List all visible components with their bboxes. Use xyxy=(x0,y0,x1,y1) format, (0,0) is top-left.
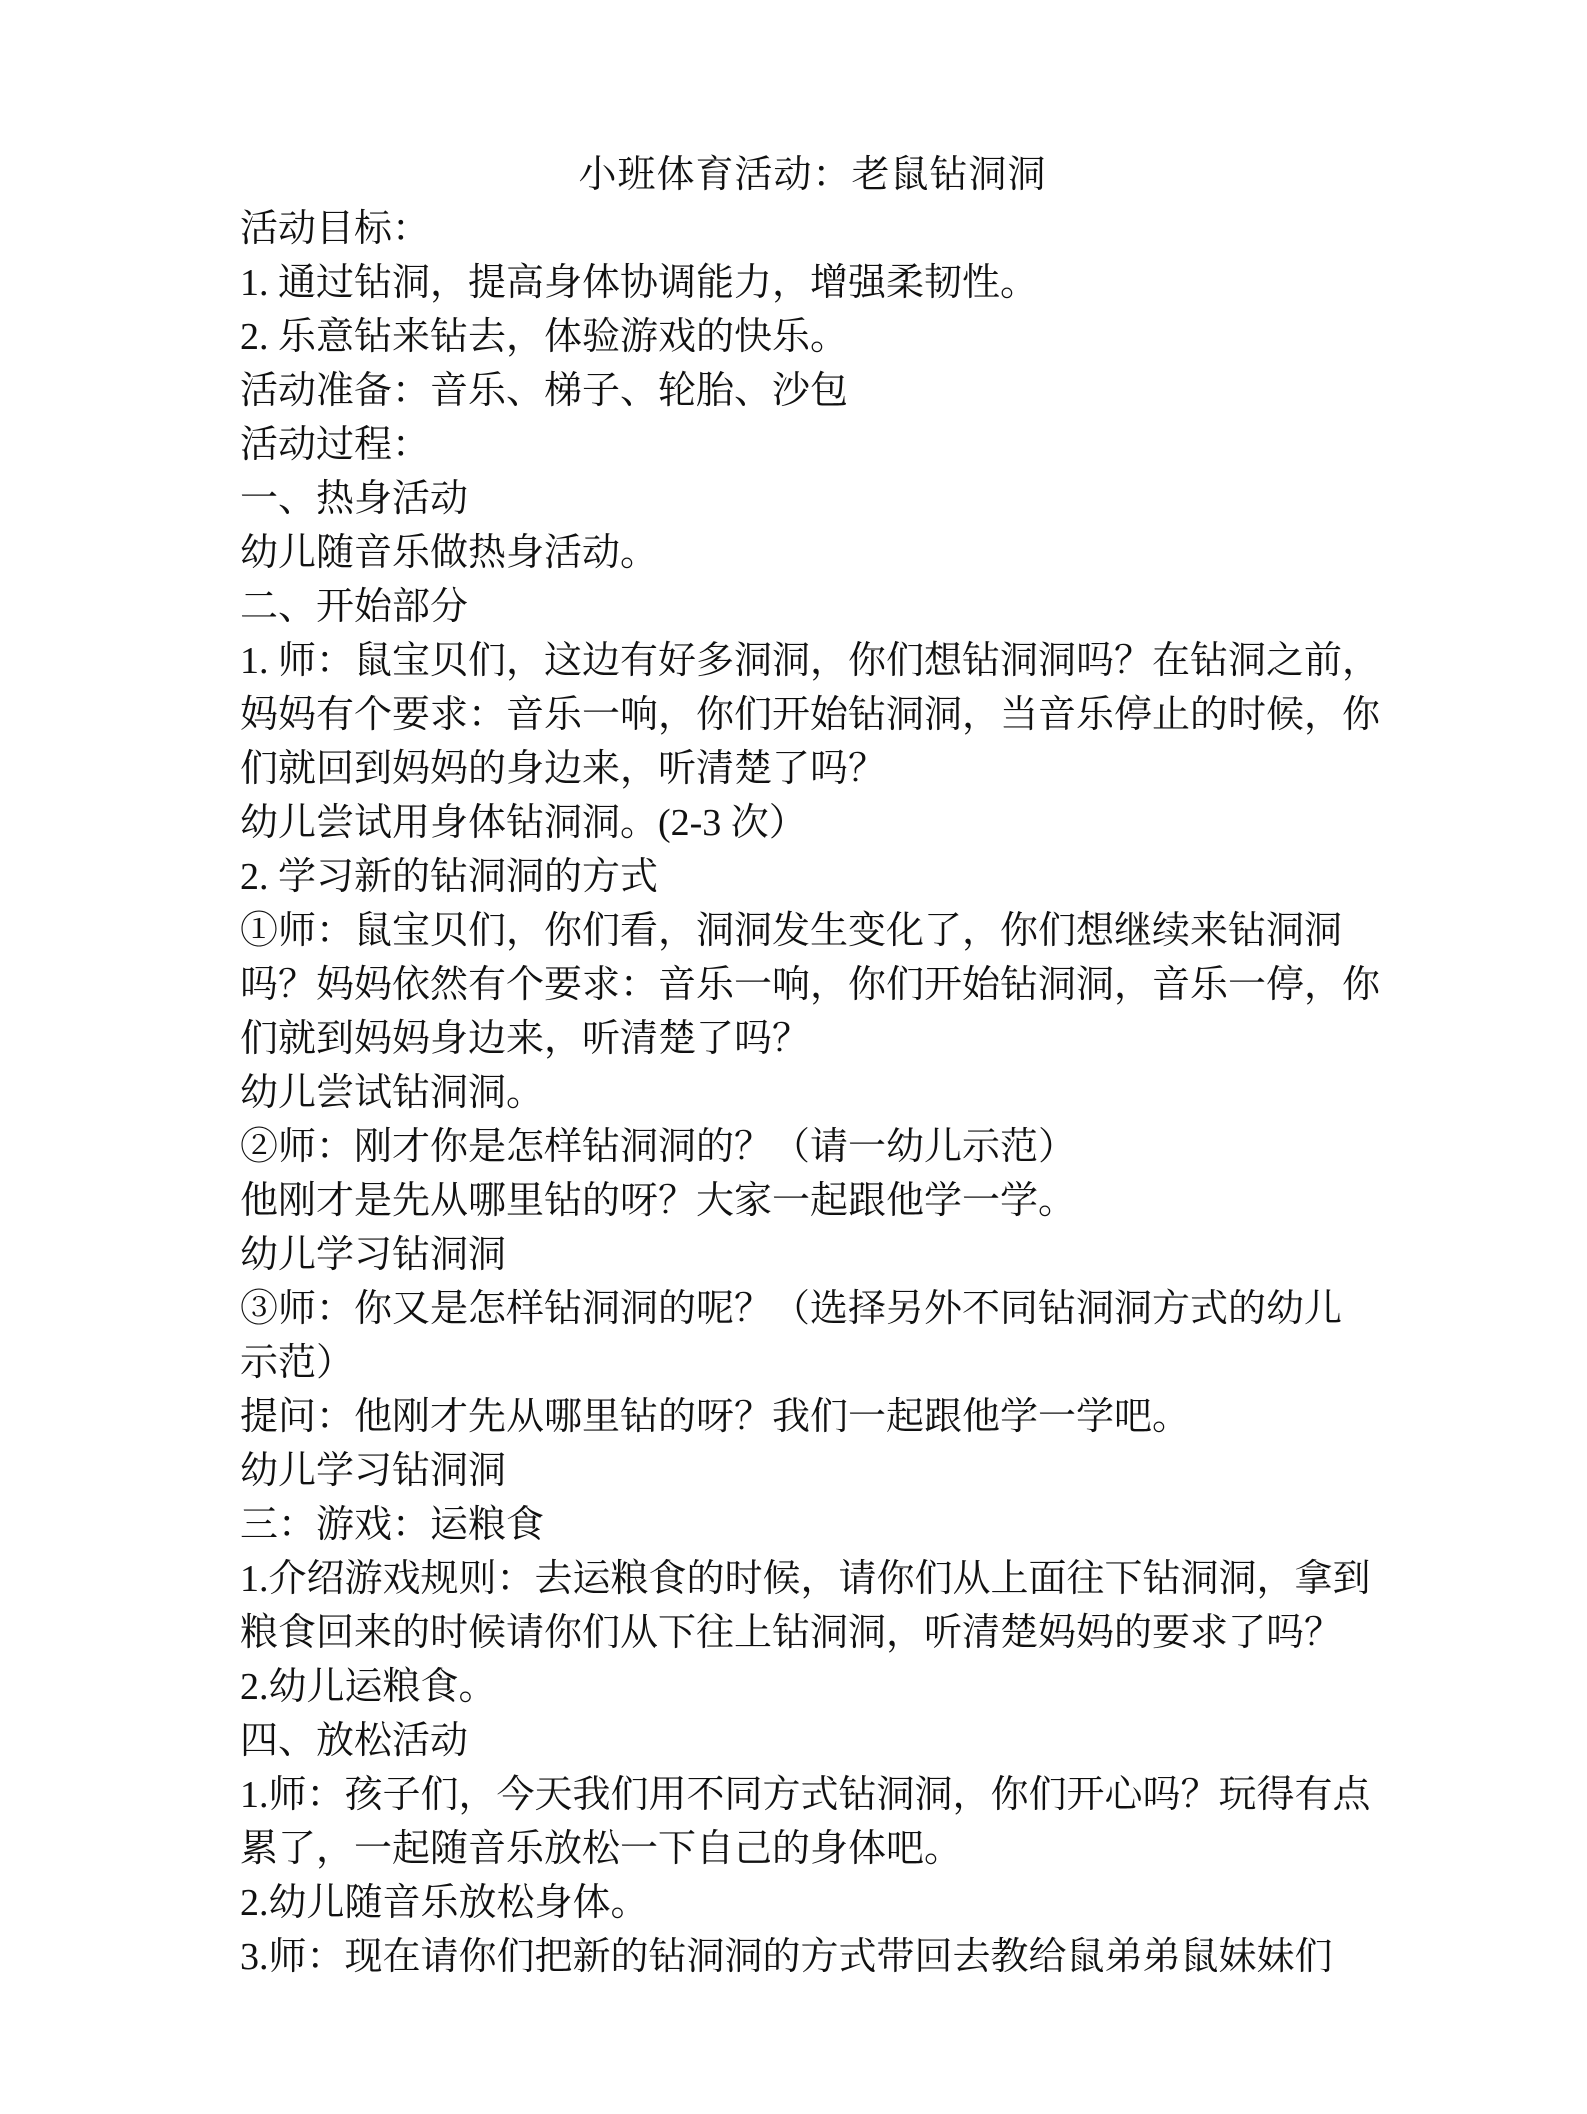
text-line: 1. 师：鼠宝贝们，这边有好多洞洞，你们想钻洞洞吗？在钻洞之前， xyxy=(240,640,1381,682)
text-line: 累了，一起随音乐放松一下自己的身体吧。 xyxy=(240,1828,963,1870)
document-title: 小班体育活动：老鼠钻洞洞 xyxy=(578,154,1047,196)
text-line: ③师：你又是怎样钻洞洞的呢？（选择另外不同钻洞洞方式的幼儿 xyxy=(240,1288,1343,1330)
text-line: 3.师：现在请你们把新的钻洞洞的方式带回去教给鼠弟弟鼠妹妹们 xyxy=(240,1936,1333,1978)
text-line: 幼儿学习钻洞洞 xyxy=(240,1234,507,1276)
text-line: 幼儿尝试钻洞洞。 xyxy=(240,1072,545,1114)
text-line-heading-process: 活动过程： xyxy=(240,424,431,466)
text-line: 们就到妈妈身边来，听清楚了吗？ xyxy=(240,1018,811,1060)
text-line: 妈妈有个要求：音乐一响，你们开始钻洞洞，当音乐停止的时候，你 xyxy=(240,694,1381,736)
text-line: 幼儿学习钻洞洞 xyxy=(240,1450,507,1492)
text-line: 1.介绍游戏规则：去运粮食的时候，请你们从上面往下钻洞洞，拿到 xyxy=(240,1558,1371,1600)
text-line-section-1: 一、热身活动 xyxy=(240,478,469,520)
text-line: 们就回到妈妈的身边来，听清楚了吗？ xyxy=(240,748,887,790)
text-line: 2.幼儿运粮食。 xyxy=(240,1666,497,1708)
text-line-heading-preparation: 活动准备：音乐、梯子、轮胎、沙包 xyxy=(240,370,849,412)
text-line-section-3: 三：游戏：运粮食 xyxy=(240,1504,545,1546)
text-line: 示范） xyxy=(240,1342,355,1384)
text-line: 他刚才是先从哪里钻的呀？大家一起跟他学一学。 xyxy=(240,1180,1077,1222)
text-line: 2. 学习新的钻洞洞的方式 xyxy=(240,856,659,898)
text-line-section-2: 二、开始部分 xyxy=(240,586,469,628)
text-line: 粮食回来的时候请你们从下往上钻洞洞，听清楚妈妈的要求了吗？ xyxy=(240,1612,1343,1654)
text-line: 吗？妈妈依然有个要求：音乐一响，你们开始钻洞洞，音乐一停，你 xyxy=(240,964,1381,1006)
text-line: 1.师：孩子们，今天我们用不同方式钻洞洞，你们开心吗？玩得有点 xyxy=(240,1774,1371,1816)
text-line: 幼儿尝试用身体钻洞洞。(2-3 次） xyxy=(240,802,807,844)
text-line: 提问：他刚才先从哪里钻的呀？我们一起跟他学一学吧。 xyxy=(240,1396,1191,1438)
text-line: 幼儿随音乐做热身活动。 xyxy=(240,532,659,574)
document-content xyxy=(240,148,1385,1984)
text-line: 2.幼儿随音乐放松身体。 xyxy=(240,1882,649,1924)
text-line: 2. 乐意钻来钻去，体验游戏的快乐。 xyxy=(240,316,849,358)
text-line: ②师：刚才你是怎样钻洞洞的？（请一幼儿示范） xyxy=(240,1126,1077,1168)
text-line: 1. 通过钻洞，提高身体协调能力，增强柔韧性。 xyxy=(240,262,1039,304)
text-line-section-4: 四、放松活动 xyxy=(240,1720,469,1762)
text-line: ①师：鼠宝贝们，你们看，洞洞发生变化了，你们想继续来钻洞洞 xyxy=(240,910,1343,952)
text-line-heading-goals: 活动目标： xyxy=(240,208,431,250)
